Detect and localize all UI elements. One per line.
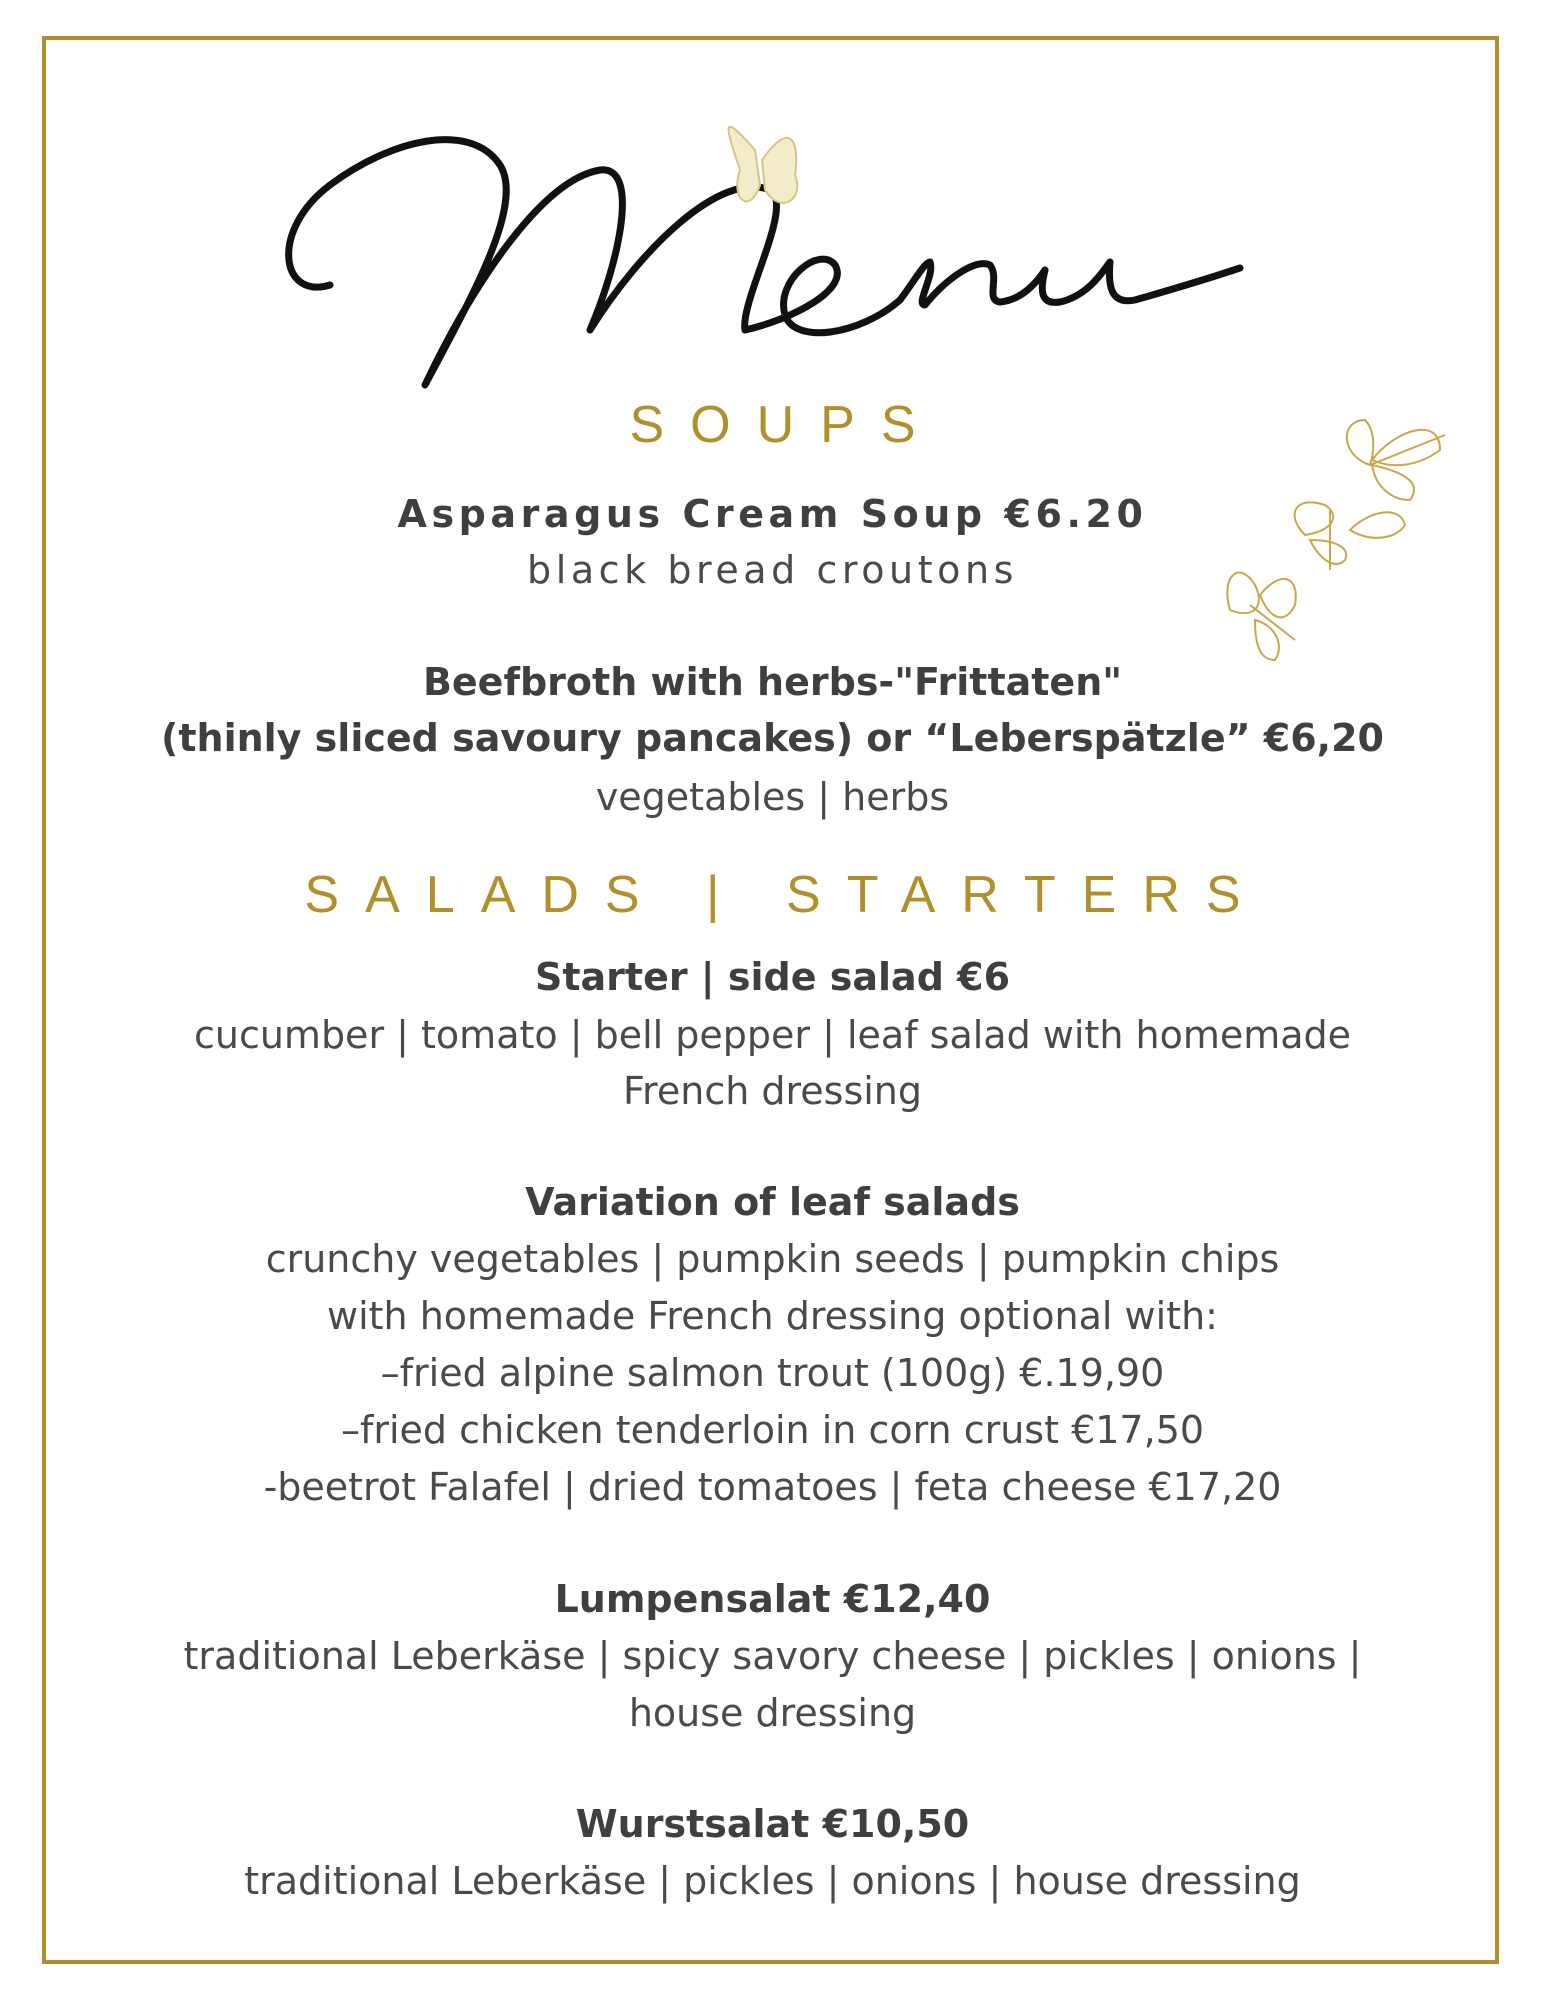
salad-item-desc: –fried chicken tenderloin in corn crust €17,50	[340, 1408, 1205, 1452]
salad-item-desc: traditional Leberkäse | spicy savory cheese | pickles | onions |	[183, 1634, 1362, 1678]
salad-item-title: Variation of leaf salads	[525, 1180, 1020, 1224]
salad-item-desc: traditional Leberkäse | pickles | onions | house dressing	[244, 1859, 1301, 1903]
soup-item-desc: black bread croutons	[527, 548, 1018, 592]
salad-item-desc: cucumber | tomato | bell pepper | leaf salad with homemade	[193, 1013, 1352, 1057]
salad-item-desc: crunchy vegetables | pumpkin seeds | pumpkin chips	[265, 1237, 1280, 1281]
salad-item-desc: house dressing	[628, 1691, 917, 1735]
soup-item-desc: vegetables | herbs	[595, 775, 950, 819]
salad-item-title: Lumpensalat €12,40	[554, 1577, 991, 1621]
salad-item-desc: French dressing	[622, 1069, 923, 1113]
salads-heading: SALADS | STARTERS	[304, 866, 1267, 924]
salad-item-title: Starter | side salad €6	[534, 955, 1011, 999]
salad-item-desc: with homemade French dressing optional with:	[327, 1294, 1218, 1338]
soup-item-title: Beefbroth with herbs-"Frittaten"	[422, 660, 1123, 704]
salad-item-desc: –fried alpine salmon trout (100g) €.19,90	[380, 1351, 1165, 1395]
soup-item-title: Asparagus Cream Soup €6.20	[397, 492, 1148, 536]
menu-title-logo	[0, 0, 1545, 420]
soup-item-title-cont: (thinly sliced savoury pancakes) or “Leberspätzle” €6,20	[160, 716, 1384, 760]
salad-item-desc: -beetrot Falafel | dried tomatoes | feta cheese €17,20	[263, 1465, 1282, 1509]
soups-heading: SOUPS	[629, 396, 942, 454]
salad-item-title: Wurstsalat €10,50	[575, 1802, 970, 1846]
